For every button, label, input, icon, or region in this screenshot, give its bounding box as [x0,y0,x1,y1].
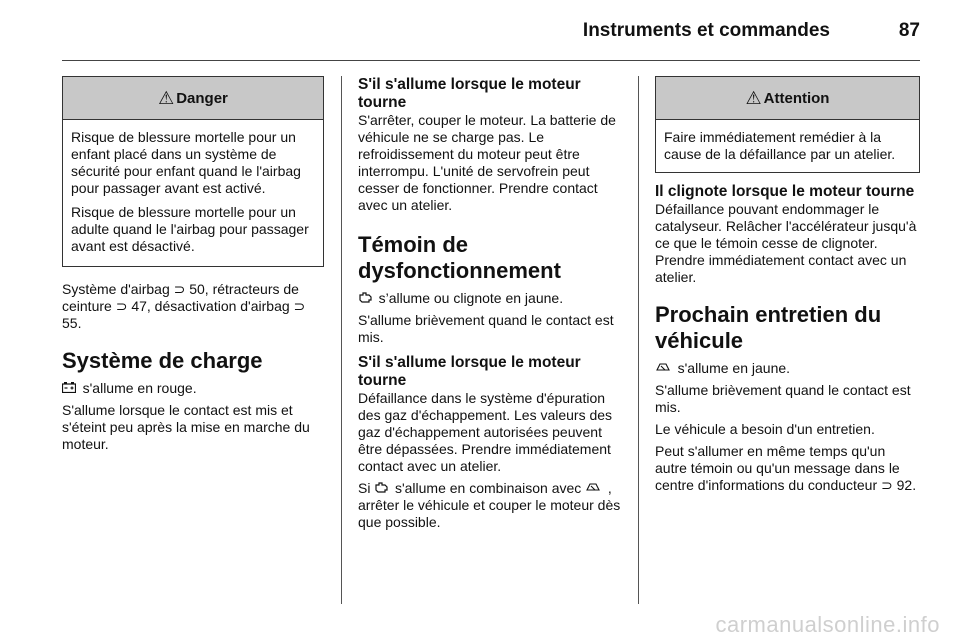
warning-triangle-icon: ⚠ [745,87,762,108]
column-1 [62,76,324,458]
heading-running-charge: S'il s'allume lorsque le moteur tourne [358,76,581,111]
wrench-car-icon [585,481,605,496]
attention-text: Faire immédiatement remédier à la cause de la défaillance par un atelier. [664,129,896,162]
charge-indicator-line: s'allume en rouge. [62,380,324,397]
attention-box-header [656,77,919,120]
malfunction-text: S'allume brièvement quand le contact est mis. [358,312,614,345]
danger-box [62,76,324,267]
heading-charge-system: Système de charge [62,348,263,373]
page-number: 87 [898,20,920,41]
attention-box [655,76,920,173]
danger-text-1: Risque de blessure mortelle pour un enfant placé dans un système de sécurité pour enfant quand le l'airbag pour passager avant est activé. [71,129,301,196]
danger-box-header [63,77,323,120]
page-header-title: Instruments et commandes [582,20,830,41]
header-rule [62,60,920,61]
service-text-2: Le véhicule a besoin d'un entretien. [655,421,875,437]
engine-icon [374,481,392,496]
wrench-car-icon [655,361,675,376]
running-charge-text: S'arrêter, couper le moteur. La batterie de véhicule ne se charge pas. Le refroidissement du moteur peut être interrompu. L'unité de servofrein peut cesser de fonctionner. Prendre contact avec un atelier. [358,112,616,213]
heading-blinking: Il clignote lorsque le moteur tourne [655,183,915,200]
attention-label: Attention [763,89,830,107]
malfunction-indicator-line: s’allume ou clignote en jaune. [358,290,622,307]
warning-triangle-icon: ⚠ [158,87,175,108]
blinking-text: Défaillance pouvant endommager le catalyseur. Relâcher l'accélérateur jusqu'à ce que le témoin cesse de clignoter. Prendre immédiatement contact avec un atelier. [655,201,917,285]
heading-running-malfunction: S'il s'allume lorsque le moteur tourne [358,354,581,389]
battery-icon [62,381,80,396]
heading-next-service: Prochain entretien du véhicule [655,302,882,353]
combination-text: Si s'allume en combinaison avec , arrêter le véhicule et couper le moteur dès que possible. [358,480,621,530]
column-3 [655,76,920,499]
column-2 [358,76,622,536]
column-divider-2 [638,76,639,604]
service-indicator-line: s'allume en jaune. [655,360,920,377]
heading-malfunction-indicator: Témoin de dysfonctionnement [358,232,561,283]
running-malfunction-text: Défaillance dans le système d'épuration des gaz d'échappement. Les valeurs des gaz d'échappement autorisées peuvent être dépassées. Prendre immédiatement contact avec un atelier. [358,390,613,474]
engine-icon [358,291,376,306]
service-text-3: Peut s'allumer en même temps qu'un autre témoin ou qu'un message dans le centre d'informations du conducteur ⊃ 92. [655,443,917,493]
watermark-text: carmanualsonline.info [715,612,940,637]
service-text-1: S'allume brièvement quand le contact est mis. [655,382,911,415]
column-divider-1 [341,76,342,604]
cross-references: Système d'airbag ⊃ 50, rétracteurs de ceinture ⊃ 47, désactivation d'airbag ⊃ 55. [62,281,306,331]
charge-text: S'allume lorsque le contact est mis et s'éteint peu après la mise en marche du moteur. [62,402,310,452]
danger-text-2: Risque de blessure mortelle pour un adulte quand le l'airbag pour passager avant est désactivé. [71,204,309,254]
danger-label: Danger [176,89,228,107]
